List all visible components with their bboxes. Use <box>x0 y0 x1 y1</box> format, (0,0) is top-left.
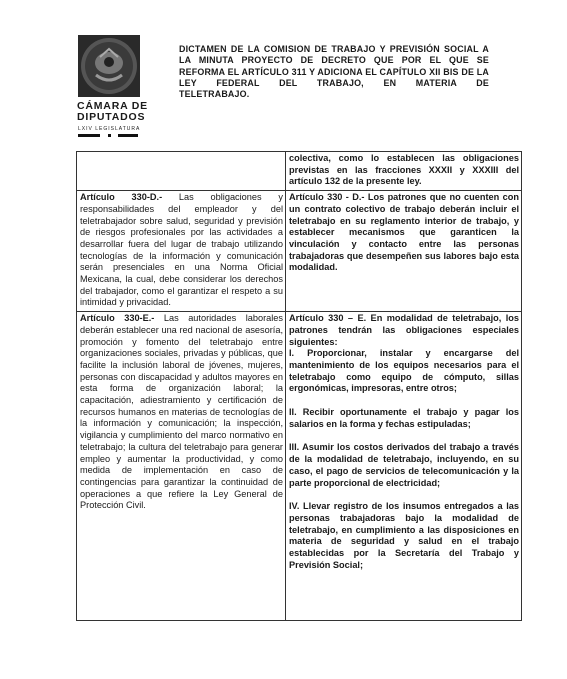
list-item: III. Asumir los costos derivados del trabajo a través de la modalidad de teletrabajo, incluyendo, en su caso, el pago de servicios de telecomunicación y la parte proporcional de electricidad; <box>289 442 519 488</box>
article-text: Las obligaciones y responsabilidades del empleador y del teletrabajador sobre salud, seguridad y previsión de riesgos profesionales por las actividades a desarrollar fuera del lugar de trabajo utilizando tecnologías de la información y comunicación serán presenciales en una Norma Oficial Mexicana, la cual, debe considerar los derechos del trabajador, como el garantizar el respeto a su intimidad y privacidad. <box>80 192 283 308</box>
table-cell-right: colectiva, como lo establecen las obligaciones previstas en las fracciones XXXII y XXXIII del artículo 132 de la presente ley. <box>286 152 522 191</box>
table-cell-left <box>77 152 286 191</box>
article-intro: Artículo 330 – E. En modalidad de teletrabajo, los patrones tendrán las obligaciones especiales siguientes: <box>289 313 519 347</box>
article-heading: Artículo 330-E.- <box>80 313 155 324</box>
table-cell-right: Artículo 330 - D.- Los patrones que no cuenten con un contrato colectivo de trabajo deberán incluir el teletrabajo en su reglamento interior de trabajo, y establecer mecanismos que garanticen la vinculación y contacto entre las personas trabajadoras que desempeñen sus labores bajo esta modalidad. <box>286 191 522 312</box>
table-cell-left <box>77 191 286 312</box>
comparison-table <box>76 151 522 621</box>
list-item: II. Recibir oportunamente el trabajo y pagar los salarios en la forma y fechas estipuladas; <box>289 407 519 429</box>
document-title <box>179 44 489 100</box>
table-row <box>77 191 522 312</box>
list-item: IV. Llevar registro de los insumos entregados a las personas trabajadoras bajo la modalidad de teletrabajo, en cumplimiento a las disposiciones en materia de seguridad y salud en el trabajo establecidas por la Secretaría del Trabajo y Previsión Social; <box>289 501 519 570</box>
chamber-decorative-bars <box>78 134 138 137</box>
article-text: Las autoridades laborales deberán establecer una red nacional de asesoría, promoción y fomento del teletrabajo entre organizaciones sociales, privadas y públicas, que facilite la inclusión laboral de jóvenes, mujeres, personas con discapacidad y adultos mayores en esta forma de organización laboral; la capacitación, adiestramiento y certificación de recursos humanos en materias de tecnologías de la información y comunicación; la inspección, vigilancia y cumplimiento del marco normativo en teletrabajo; la cultura del teletrabajo para generar empleo y aumentar la productividad, y como medida de implementación en caso de contingencias para garantizar la continuidad de operaciones a que refiere la Ley General de Protección Civil. <box>80 313 283 511</box>
table-row <box>77 312 522 621</box>
table-cell-right <box>286 312 522 621</box>
table-cell-left <box>77 312 286 621</box>
document-title-last-line: TELETRABAJO. <box>179 89 250 100</box>
legislature-label: LXIV LEGISLATURA <box>78 126 141 132</box>
document-title-text: DICTAMEN DE LA COMISION DE TRABAJO Y PREVISIÓN SOCIAL A LA MINUTA PROYECTO DE DECRETO QUE POR EL QUE SE REFORMA EL ARTÍCULO 311 Y ADICIONA EL CAPÍTULO XII BIS DE LA LEY FEDERAL DEL TRABAJO, EN MATERIA DE <box>179 44 489 88</box>
table-row <box>77 152 522 191</box>
chamber-seal-logo <box>78 35 140 97</box>
chamber-name: CÁMARA DE DIPUTADOS <box>77 100 148 123</box>
article-heading: Artículo 330-D.- <box>80 192 163 203</box>
list-item: I. Proporcionar, instalar y encargarse del mantenimiento de los equipos necesarios para el teletrabajo como equipo de cómputo, sillas ergonómicas, impresoras, entre otros; <box>289 348 519 394</box>
